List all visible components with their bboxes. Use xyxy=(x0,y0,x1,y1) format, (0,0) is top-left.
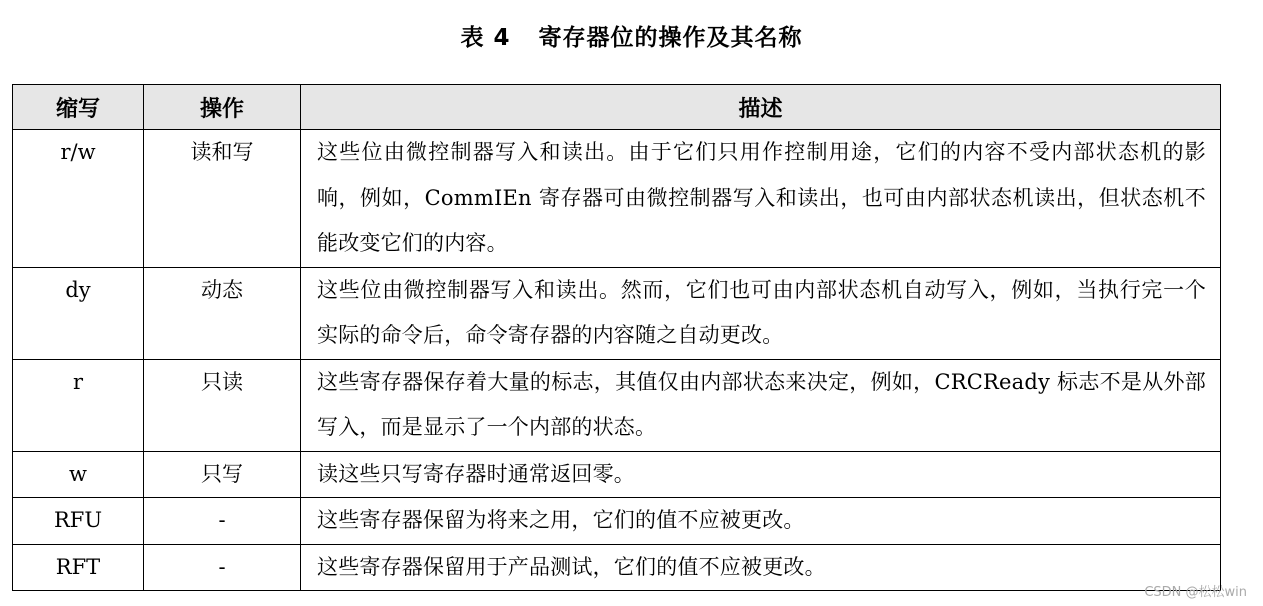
cell-operation: 读和写 xyxy=(144,130,301,268)
header-operation: 操作 xyxy=(144,85,301,130)
cell-abbreviation: r/w xyxy=(13,130,144,268)
cell-description: 这些寄存器保留为将来之用，它们的值不应被更改。 xyxy=(301,498,1221,545)
table-row xyxy=(13,359,1221,451)
cell-description: 这些寄存器保留用于产品测试，它们的值不应被更改。 xyxy=(301,544,1221,591)
table-header-row xyxy=(13,85,1221,130)
cell-description: 这些位由微控制器写入和读出。然而，它们也可由内部状态机自动写入，例如，当执行完一个实际的命令后，命令寄存器的内容随之自动更改。 xyxy=(301,267,1221,359)
table-number: 表 4 xyxy=(460,25,511,51)
cell-abbreviation: r xyxy=(13,359,144,451)
cell-description: 这些位由微控制器写入和读出。由于它们只用作控制用途，它们的内容不受内部状态机的影响，例如，CommIEn 寄存器可由微控制器写入和读出，也可由内部状态机读出，但状态机不能改变它们的内容。 xyxy=(301,130,1221,268)
table-row xyxy=(13,544,1221,591)
source-watermark: CSDN @松松win xyxy=(1144,585,1247,600)
table-title: 寄存器位的操作及其名称 xyxy=(538,25,803,51)
header-description: 描述 xyxy=(301,85,1221,130)
cell-abbreviation: dy xyxy=(13,267,144,359)
table-caption xyxy=(0,20,1263,56)
cell-abbreviation: w xyxy=(13,451,144,498)
table-row xyxy=(13,267,1221,359)
table-row xyxy=(13,498,1221,545)
cell-description: 读这些只写寄存器时通常返回零。 xyxy=(301,451,1221,498)
register-bit-table xyxy=(12,84,1221,591)
table-row xyxy=(13,451,1221,498)
cell-operation: - xyxy=(144,498,301,545)
cell-operation: 只写 xyxy=(144,451,301,498)
table-row xyxy=(13,130,1221,268)
cell-description: 这些寄存器保存着大量的标志，其值仅由内部状态来决定，例如，CRCReady 标志不是从外部写入，而是显示了一个内部的状态。 xyxy=(301,359,1221,451)
cell-operation: 只读 xyxy=(144,359,301,451)
cell-operation: - xyxy=(144,544,301,591)
cell-abbreviation: RFU xyxy=(13,498,144,545)
header-abbreviation: 缩写 xyxy=(13,85,144,130)
cell-abbreviation: RFT xyxy=(13,544,144,591)
cell-operation: 动态 xyxy=(144,267,301,359)
